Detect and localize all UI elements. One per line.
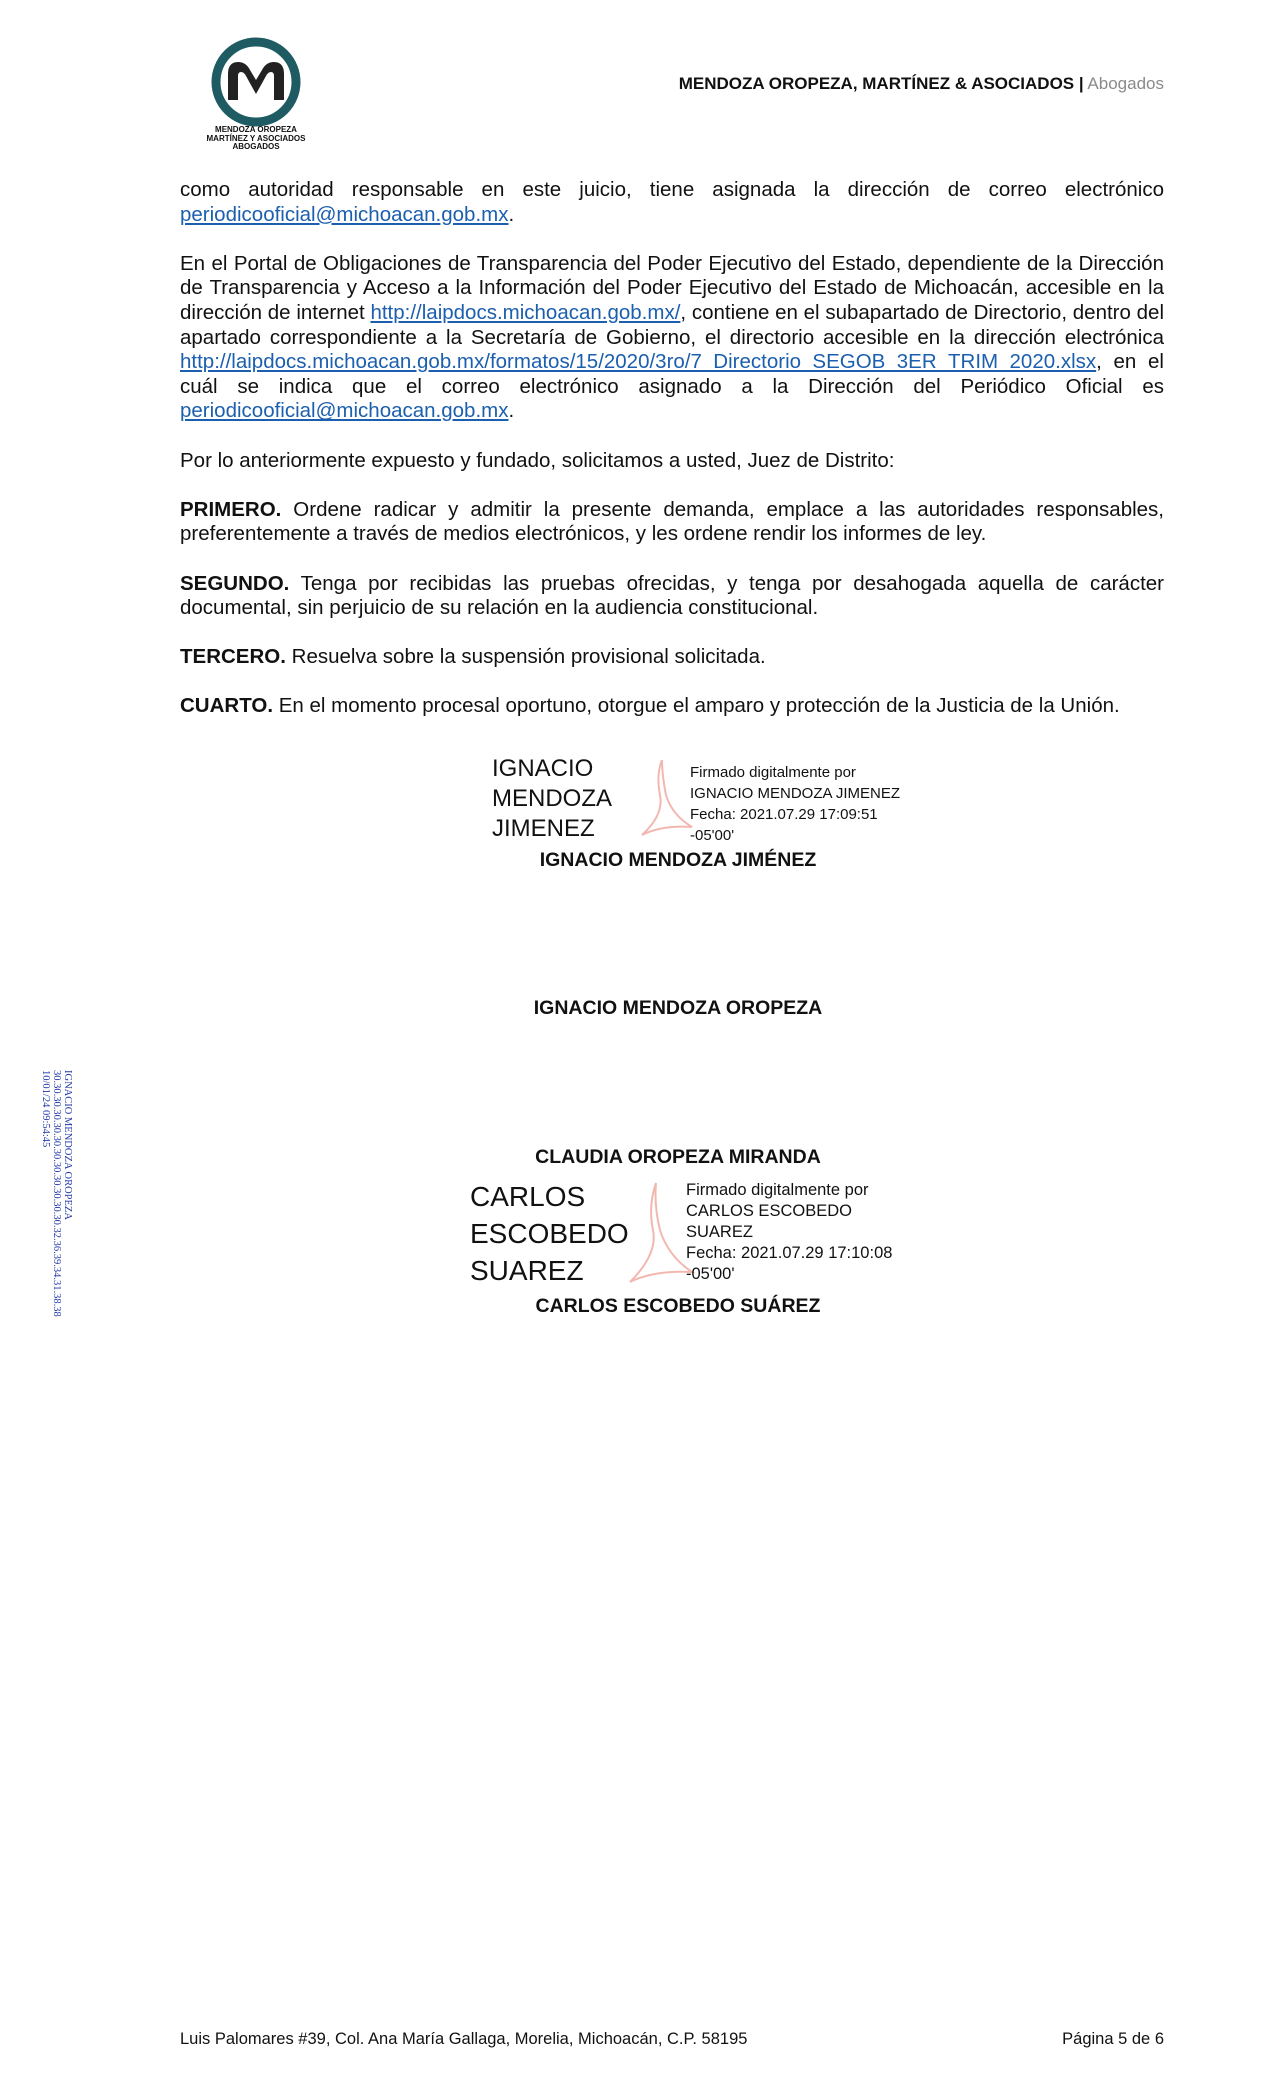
paragraph-1 bbox=[180, 178, 1164, 227]
signature1-name bbox=[492, 754, 612, 844]
sig1-name-line1: IGNACIO bbox=[492, 755, 594, 782]
paragraph-2 bbox=[180, 252, 1164, 424]
petition-tercero bbox=[180, 645, 1164, 670]
sig4-name-line1: CARLOS bbox=[470, 1181, 586, 1212]
sig1-detail-4: -05'00' bbox=[690, 827, 735, 844]
logo-line2: MARTÍNEZ Y ASOCIADOS bbox=[206, 133, 306, 143]
sig1-detail-1: Firmado digitalmente por bbox=[690, 764, 856, 781]
tercero-text: Resuelva sobre la suspensión provisional solicitada. bbox=[285, 645, 766, 669]
paragraph-3: Por lo anteriormente expuesto y fundado, solicitamos a usted, Juez de Distrito: bbox=[180, 448, 895, 472]
signer-caption-4: CARLOS ESCOBEDO SUÁREZ bbox=[535, 1295, 821, 1317]
sig1-detail-3: Fecha: 2021.07.29 17:09:51 bbox=[690, 806, 878, 823]
logo-line3: ABOGADOS bbox=[232, 142, 280, 151]
p2-text1: En el Portal de Obligaciones de Transparencia del Poder Ejecutivo del Estado, dependiente de la Dirección de Transparencia y Acceso a la Información del Poder Ejecutivo del Estado de Michoacán, accesible en la dirección de internet bbox=[180, 251, 1164, 324]
stamp-line3: 10/01/24 09:54:45 bbox=[40, 1070, 51, 1148]
p2-end: . bbox=[508, 399, 515, 423]
cuarto-label: CUARTO. bbox=[180, 694, 274, 718]
footer-address: Luis Palomares #39, Col. Ana María Gallaga, Morelia, Michoacán, C.P. 58195 bbox=[180, 2030, 748, 2048]
header-firm bbox=[679, 74, 1164, 94]
p2-text2: , contiene en el subapartado de Directorio, dentro del apartado correspondiente a la Secretaría de Gobierno, el directorio accesible en la dirección electrónica bbox=[180, 300, 1164, 349]
electronic-signature-stamp bbox=[40, 1070, 73, 1317]
sig1-name-line2: MENDOZA bbox=[492, 785, 612, 812]
primero-label: PRIMERO. bbox=[180, 497, 282, 521]
segundo-text: Tenga por recibidas las pruebas ofrecidas, y tenga por desahogada aquella de carácter documental, sin perjuicio de su relación en la audiencia constitucional. bbox=[180, 571, 1164, 620]
stamp-line2: 30.30.30.30.30.30.30.30.30.30.30.30.32.36.39.34.31.38.38 bbox=[51, 1070, 62, 1317]
sig1-detail-2: IGNACIO MENDOZA JIMENEZ bbox=[690, 785, 901, 802]
sig4-name-line2: ESCOBEDO bbox=[470, 1218, 629, 1249]
signature4-details bbox=[686, 1180, 892, 1285]
email-link-1[interactable]: periodicooficial@michoacan.gob.mx bbox=[180, 202, 509, 226]
document-body bbox=[180, 178, 1164, 744]
sig4-name-line3: SUAREZ bbox=[470, 1255, 584, 1286]
sig1-name-line3: JIMENEZ bbox=[492, 815, 595, 842]
sig4-detail-4: Fecha: 2021.07.29 17:10:08 bbox=[686, 1244, 893, 1262]
portal-link[interactable]: http://laipdocs.michoacan.gob.mx/ bbox=[370, 300, 681, 324]
signer-caption-2: IGNACIO MENDOZA OROPEZA bbox=[533, 997, 823, 1019]
signature4-name bbox=[470, 1178, 629, 1289]
p1-text: como autoridad responsable en este juicio, tiene asignada la dirección de correo electrónico bbox=[180, 178, 1164, 201]
sig4-detail-2: CARLOS ESCOBEDO bbox=[686, 1202, 852, 1220]
petition-segundo bbox=[180, 572, 1164, 621]
signature1-details bbox=[690, 762, 900, 846]
signer-caption-3: CLAUDIA OROPEZA MIRANDA bbox=[535, 1146, 821, 1168]
p1-end: . bbox=[508, 202, 515, 226]
stamp-line1: IGNACIO MENDOZA OROPEZA bbox=[62, 1070, 73, 1220]
firm-suffix: Abogados bbox=[1087, 74, 1164, 93]
page-number: Página 5 de 6 bbox=[1062, 2030, 1164, 2048]
sig4-detail-3: SUAREZ bbox=[686, 1223, 753, 1241]
primero-text: Ordene radicar y admitir la presente demanda, emplace a las autoridades responsables, preferentemente a través de medios electrónicos, y les ordene rendir los informes de ley. bbox=[180, 497, 1164, 546]
logo-line1: MENDOZA OROPEZA bbox=[215, 125, 297, 134]
firm-name: MENDOZA OROPEZA, MARTÍNEZ & ASOCIADOS | bbox=[678, 74, 1084, 93]
sig4-detail-1: Firmado digitalmente por bbox=[686, 1181, 869, 1199]
segundo-label: SEGUNDO. bbox=[180, 571, 290, 595]
petition-cuarto bbox=[180, 694, 1164, 719]
tercero-label: TERCERO. bbox=[180, 645, 286, 669]
signer-caption-1: IGNACIO MENDOZA JIMÉNEZ bbox=[539, 849, 817, 871]
email-link-2[interactable]: periodicooficial@michoacan.gob.mx bbox=[180, 399, 509, 423]
p2-text3: , en el cuál se indica que el correo electrónico asignado a la Dirección del Periódico Oficial es bbox=[180, 350, 1164, 398]
logo-caption bbox=[186, 126, 326, 152]
directory-link[interactable]: http://laipdocs.michoacan.gob.mx/formatos/15/2020/3ro/7_Directorio_SEGOB_3ER_TRIM_2020.xlsx bbox=[180, 350, 1097, 374]
cuarto-text: En el momento procesal oportuno, otorgue el amparo y protección de la Justicia de la Unión. bbox=[273, 694, 1120, 718]
petition-primero bbox=[180, 498, 1164, 547]
sig4-detail-5: -05'00' bbox=[686, 1265, 735, 1283]
